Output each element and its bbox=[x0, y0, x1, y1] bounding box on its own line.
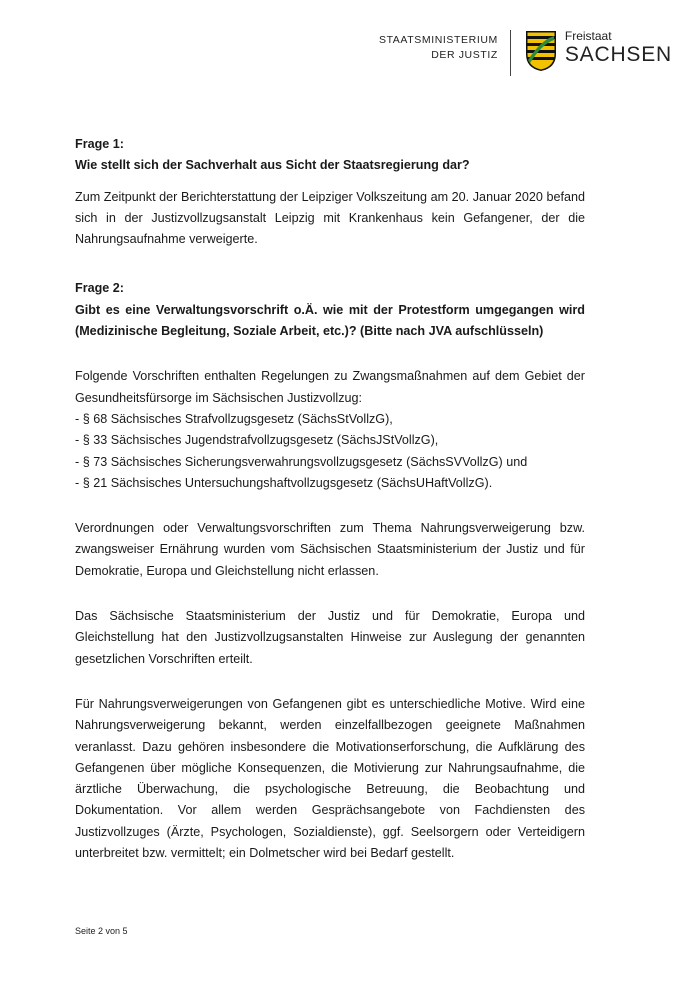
question-1-label: Frage 1: bbox=[75, 137, 124, 151]
page-number: Seite 2 von 5 bbox=[75, 926, 128, 936]
saxony-crest-icon bbox=[525, 30, 557, 72]
question-1-text: Wie stellt sich der Sachverhalt aus Sicht der Staatsregierung dar? bbox=[75, 158, 470, 173]
paragraph: Das Sächsische Staatsministerium der Justiz und für Demokratie, Europa und Gleichstellung hat den Justizvollzugsanstalten Hinweise zur Auslegung der genannten gesetzlichen Vorschriften erteilt. bbox=[75, 609, 585, 666]
state-name bbox=[565, 30, 672, 66]
document-body bbox=[75, 134, 585, 864]
state-small: Freistaat bbox=[564, 29, 612, 43]
regulation-item: - § 21 Sächsisches Untersuchungshaftvollzugsgesetz (SächsUHaftVollzG). bbox=[75, 475, 493, 490]
ministry-line-2: DER JUSTIZ bbox=[431, 49, 498, 61]
regulation-item: - § 33 Sächsisches Jugendstrafvollzugsgesetz (SächsJStVollzG), bbox=[75, 433, 439, 448]
paragraph: Für Nahrungsverweigerungen von Gefangenen gibt es unterschiedliche Motive. Wird eine Nahrungsverweigerung bekannt, werden einzelfallbezogen geeignete Maßnahmen veranlasst. Dazu gehören insbesondere die Motivationserforschung, die Aufklärung des Gefangenen über mögliche Konsequenzen, die Motivierung zur Nahrungsaufnahme, die ärztliche Überwachung, die psychologische Betreuung, die Beobachtung und Dokumentation. Vor allem werden Gesprächsangebote von Fachdiensten des Justizvollzuges (Ärzte, Psychologen, Sozialdienste), ggf. Seelsorgern oder Verteidigern unterbreitet bzw. vermittelt; ein Dolmetscher wird bei Bedarf gestellt. bbox=[75, 696, 585, 861]
regulation-item: - § 73 Sächsisches Sicherungsverwahrungsvollzugsgesetz (SächsSVVollzG) und bbox=[75, 454, 528, 469]
answer-1: Zum Zeitpunkt der Berichterstattung der Leipziger Volkszeitung am 20. Januar 2020 befand sich in der Justizvollzugsanstalt Leipzig mit Krankenhaus kein Gefangener, der die Nahrungsaufnahme verweigerte. bbox=[75, 189, 585, 247]
paragraph: Verordnungen oder Verwaltungsvorschriften zum Thema Nahrungsverweigerung bzw. zwangsweiser Ernährung wurden vom Sächsischen Staatsministerium der Justiz und für Demokratie, Europa und Gleichstellung nicht erlassen. bbox=[75, 521, 585, 578]
header-divider bbox=[510, 30, 511, 76]
ministry-name bbox=[379, 33, 498, 63]
regulation-item: - § 68 Sächsisches Strafvollzugsgesetz (SächsStVollzG), bbox=[75, 411, 393, 426]
state-big: SACHSEN bbox=[564, 43, 672, 66]
question-2-label: Frage 2: bbox=[75, 281, 124, 296]
question-2-text: Gibt es eine Verwaltungsvorschrift o.Ä. wie mit der Protestform umgegangen wird (Medizinische Begleitung, Soziale Arbeit, etc.)? (Bitte nach JVA aufschlüsseln) bbox=[75, 302, 585, 339]
letterhead bbox=[379, 30, 672, 76]
ministry-line-1: STAATSMINISTERIUM bbox=[378, 34, 498, 46]
answer-2-intro: Folgende Vorschriften enthalten Regelungen zu Zwangsmaßnahmen auf dem Gebiet der Gesundheitsfürsorge im Sächsischen Justizvollzug: bbox=[75, 369, 585, 405]
